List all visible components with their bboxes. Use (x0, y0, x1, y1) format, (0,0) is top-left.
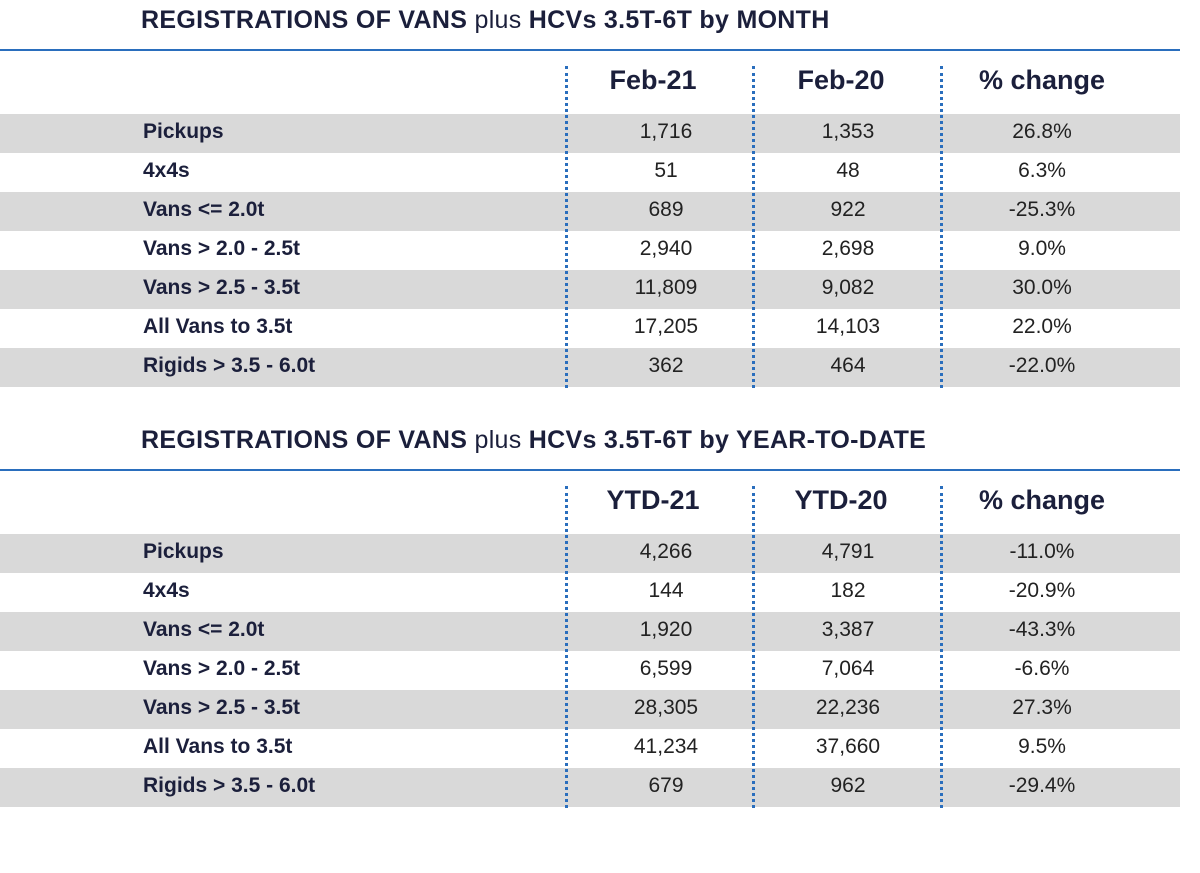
table-row (0, 534, 1180, 573)
title-part-3: HCVs 3.5T-6T by MONTH (528, 6, 830, 34)
row-label: 4x4s (143, 579, 190, 602)
value-current: 51 (654, 159, 678, 182)
column-divider (752, 66, 755, 388)
row-label: Vans > 2.0 - 2.5t (143, 657, 301, 680)
value-current: 28,305 (633, 696, 699, 719)
row-label: Rigids > 3.5 - 6.0t (143, 774, 316, 797)
column-header-change: % change (978, 65, 1106, 95)
value-previous: 4,791 (821, 540, 875, 563)
value-change: 26.8% (1012, 120, 1072, 143)
column-divider (565, 66, 568, 388)
value-change: 22.0% (1012, 315, 1072, 338)
value-change: -25.3% (1008, 198, 1076, 221)
value-current: 4,266 (639, 540, 693, 563)
row-label: Pickups (143, 120, 224, 143)
table-row (0, 309, 1180, 348)
value-current: 41,234 (633, 735, 699, 758)
value-current: 1,716 (639, 120, 693, 143)
ytd-table-title (141, 426, 926, 455)
value-previous: 7,064 (821, 657, 875, 680)
title-part-2: plus (474, 426, 522, 454)
value-change: -43.3% (1008, 618, 1076, 641)
value-previous: 962 (830, 774, 866, 797)
value-previous: 48 (836, 159, 860, 182)
table-row (0, 612, 1180, 651)
column-header-change: % change (978, 485, 1106, 515)
value-previous: 3,387 (821, 618, 875, 641)
column-divider (752, 486, 755, 808)
table-row (0, 690, 1180, 729)
table-row (0, 231, 1180, 270)
value-current: 679 (648, 774, 684, 797)
row-label: Vans > 2.5 - 3.5t (143, 276, 301, 299)
title-part-3: HCVs 3.5T-6T by YEAR-TO-DATE (528, 426, 927, 454)
value-change: 30.0% (1012, 276, 1072, 299)
row-label: All Vans to 3.5t (143, 315, 293, 338)
value-change: -11.0% (1009, 540, 1075, 563)
row-label: Vans <= 2.0t (143, 618, 265, 641)
column-divider (565, 486, 568, 808)
table-row (0, 729, 1180, 768)
column-header-previous: YTD-20 (794, 485, 888, 515)
value-previous: 9,082 (821, 276, 875, 299)
value-change: -29.4% (1008, 774, 1076, 797)
value-change: 9.0% (1018, 237, 1066, 260)
row-label: 4x4s (143, 159, 190, 182)
row-label: All Vans to 3.5t (143, 735, 293, 758)
value-previous: 922 (830, 198, 866, 221)
table-row (0, 768, 1180, 807)
value-change: -20.9% (1008, 579, 1076, 602)
value-change: 6.3% (1018, 159, 1066, 182)
table-row (0, 573, 1180, 612)
value-current: 11,809 (634, 276, 698, 299)
column-divider (940, 66, 943, 388)
row-label: Vans > 2.0 - 2.5t (143, 237, 301, 260)
value-current: 1,920 (639, 618, 693, 641)
value-current: 17,205 (633, 315, 699, 338)
value-previous: 14,103 (815, 315, 881, 338)
value-current: 689 (648, 198, 684, 221)
value-change: 9.5% (1018, 735, 1066, 758)
column-header-current: Feb-21 (609, 65, 697, 95)
row-label: Pickups (143, 540, 224, 563)
column-header-previous: Feb-20 (797, 65, 885, 95)
row-label: Vans > 2.5 - 3.5t (143, 696, 301, 719)
row-label: Rigids > 3.5 - 6.0t (143, 354, 316, 377)
table-row (0, 192, 1180, 231)
title-part-1: REGISTRATIONS OF VANS (141, 426, 468, 454)
value-change: -6.6% (1014, 657, 1070, 680)
value-previous: 464 (830, 354, 866, 377)
column-divider (940, 486, 943, 808)
table-row (0, 114, 1180, 153)
value-previous: 37,660 (815, 735, 881, 758)
table-row (0, 270, 1180, 309)
column-header-current: YTD-21 (606, 485, 700, 515)
value-previous: 1,353 (821, 120, 875, 143)
value-current: 6,599 (639, 657, 693, 680)
value-previous: 22,236 (815, 696, 881, 719)
value-change: 27.3% (1012, 696, 1072, 719)
table-row (0, 153, 1180, 192)
value-current: 144 (648, 579, 684, 602)
value-previous: 2,698 (821, 237, 875, 260)
value-current: 2,940 (639, 237, 693, 260)
column-header-row (0, 51, 1180, 113)
value-previous: 182 (830, 579, 866, 602)
title-part-2: plus (474, 6, 522, 34)
month-table-title (141, 6, 830, 35)
table-row (0, 348, 1180, 387)
table-row (0, 651, 1180, 690)
column-header-row (0, 471, 1180, 533)
value-change: -22.0% (1008, 354, 1076, 377)
value-current: 362 (648, 354, 684, 377)
title-part-1: REGISTRATIONS OF VANS (141, 6, 468, 34)
row-label: Vans <= 2.0t (143, 198, 265, 221)
